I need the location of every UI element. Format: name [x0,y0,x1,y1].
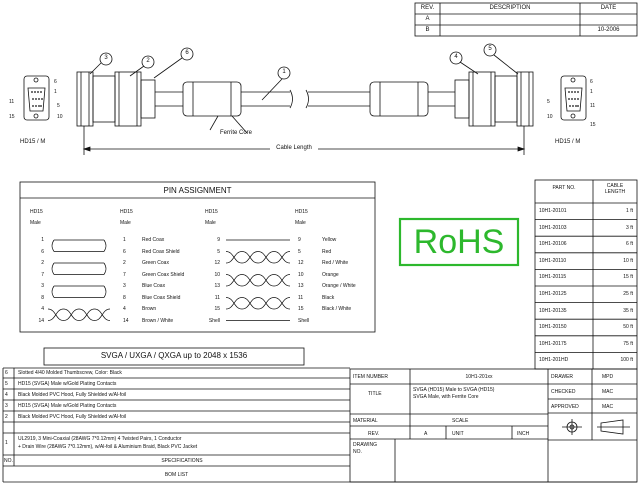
checked-label: CHECKED [551,389,576,395]
projection-symbol [562,419,630,435]
cable-length-cell: 50 ft [623,324,633,331]
scale-label: SCALE [452,418,469,424]
right-pin-11: 11 [590,103,596,109]
pin-number-a: 9 [217,237,220,243]
pin-number-b: 10 [298,271,304,278]
pin-number-b: 1 [123,237,126,243]
pin-number-b: 11 [298,294,304,301]
date-header: DATE [600,5,617,11]
pin-signal: Red Coax [142,237,165,243]
part-number-cell: 10H1-20115 [539,274,567,281]
balloon-2-label: 2 [146,58,150,64]
resolution-note: SVGA / UXGA / QXGA up to 2048 x 1536 [100,351,248,360]
pin-number-b: 8 [123,294,126,301]
left-pin-6: 6 [54,79,57,85]
bom-no-label: NO. [4,458,13,464]
pin-number-a: 6 [41,248,44,255]
part-number-cell: 10H1-20110 [539,257,567,264]
pin-col-subheading: Male [30,220,41,226]
right-ferrite-core [370,82,428,116]
coax-pair-red [104,240,106,252]
pin-number-b: 15 [298,306,304,312]
pin-assignment-title: PIN ASSIGNMENT [163,186,232,195]
pin-number-b: 3 [123,283,126,289]
cable-length-header: CABLE LENGTH [604,183,626,195]
pin-number-a: 15 [214,306,220,312]
pin-number-a: 14 [38,317,44,324]
rev-b-date: 10-2006 [597,27,620,33]
bom-item-number: 3 [5,403,8,409]
pin-signal: Brown / White [142,317,174,324]
cable-length-cell: 6 ft [626,241,633,248]
approved-value: MAC [602,404,614,410]
pin-number-a: Shell [208,317,220,324]
bom-item-spec: UL2919, 3 Mini-Coaxial (28AWG 7*0.12mm) 4 Twisted Pairs, 1 Conductor [18,436,182,442]
pin-number-a: 10 [214,271,220,278]
twisted-pair-red [226,252,290,264]
right-pin-1: 1 [590,89,593,95]
balloon-4-label: 4 [454,54,458,60]
part-number-cell: 10H1-20125 [539,291,567,297]
cable-length-cell: 35 ft [623,307,633,314]
bom-item-number: 2 [5,414,8,420]
twisted-pair-orange [226,275,290,287]
pin-signal: Red [322,248,332,255]
pin-number-b: 5 [298,248,301,255]
coax-pair-green [104,263,106,275]
part-number-cell: 10H1-201HD [539,357,569,364]
left-pin-5: 5 [57,103,60,109]
cable-length-cell: 1 ft [626,208,633,214]
pin-number-a: 3 [41,283,44,289]
cable-body [241,90,370,108]
coax-pair-blue [52,286,54,298]
pin-number-a: 1 [41,237,44,243]
cable-length-cell: 15 ft [623,274,633,281]
twisted-pair-brown [48,309,110,321]
title-label: TITLE [368,391,382,397]
rev-label: REV. [368,431,380,437]
cable-length-cell: 75 ft [623,340,633,347]
left-pin-15: 15 [9,114,15,120]
pin-number-a: 4 [41,306,44,312]
pin-signal: Orange / White [322,283,356,289]
pin-number-b: 2 [123,260,126,266]
right-connector-label: HD15 / M [555,139,581,145]
cable-length-cell: 10 ft [623,257,633,264]
pin-number-b: 9 [298,237,301,243]
pin-signal: Green Coax Shield [142,271,185,278]
material-label: MATERIAL [353,418,378,424]
left-connector-front-view [24,76,49,120]
drawing-no-label-1: DRAWING [353,442,377,448]
ferrite-core-label: Ferrite Core [220,130,253,136]
pin-number-b: 7 [123,271,126,278]
pin-col-subheading: Male [205,220,216,226]
part-no-header: PART NO. [552,185,576,191]
drawer-value: MPD [602,374,614,380]
bom-specifications-label: SPECIFICATIONS [161,458,203,464]
twisted-pair-black [226,298,290,310]
title-block-grid [350,369,637,482]
part-number-cell: 10H1-20135 [539,307,567,314]
cable-length-cell: 25 ft [623,291,633,297]
pin-signal: Blue Coax [142,283,166,289]
left-connector-label: HD15 / M [20,139,46,145]
pin-number-b: 12 [298,260,304,266]
pin-number-b: 4 [123,306,126,312]
balloon-5-label: 5 [488,46,492,52]
unit-label: UNIT [452,431,464,437]
pin-signal: Orange [322,271,339,278]
right-pin-6: 6 [590,79,593,85]
bom-item-spec: HD15 (SVGA) Male w/Gold Plating Contacts [18,403,117,409]
pin-signal: Brown [142,306,157,312]
coax-pair-green [52,263,54,275]
right-pin-10: 10 [547,114,553,120]
rev-b: B [425,27,430,33]
rohs-mark: RoHS [413,223,505,261]
bom-item-spec: Slotted 4/40 Molded Thumbscrew, Color: Black [18,370,122,376]
pin-signal: Blue Coax Shield [142,294,181,301]
rev-a: A [425,16,430,22]
balloon-1-label: 1 [282,69,286,75]
pin-number-a: 7 [41,271,44,278]
left-pin-1: 1 [54,89,57,95]
pin-signal: Red / White [322,260,349,266]
approved-label: APPROVED [551,404,579,410]
drawing-no-label-2: NO. [353,449,362,455]
drawer-label: DRAWER [551,374,574,380]
rev-header: REV. [420,5,435,11]
pin-signal: Black / White [322,306,352,312]
bom-item-spec: Black Molded PVC Hood, Fully Shielded w/Al-foil [18,414,127,420]
part-number-cell: 10H1-20103 [539,224,567,231]
twisted-pair-orange [226,275,290,287]
coax-pair-blue [104,286,106,298]
item-number-label: ITEM NUMBER [353,374,388,380]
pin-signal: Red Coax Shield [142,248,180,255]
pin-signal: Black [322,294,335,301]
description-header: DESCRIPTION [489,5,531,11]
bom-item-number: 5 [5,381,8,387]
balloon-3-label: 3 [104,55,108,61]
pin-number-a: 5 [217,248,220,255]
left-pin-10: 10 [57,114,63,120]
bom-item-number: 4 [5,392,8,398]
bom-item-spec: HD15 (SVGA) Male w/Gold Plating Contacts [18,381,117,387]
pin-col-subheading: Male [295,220,306,226]
pin-number-a: 8 [41,294,44,301]
bom-item-number: 6 [5,370,8,376]
right-connector-side-view [428,72,533,126]
twisted-pair-brown [48,309,110,321]
pin-col-heading: HD15 [205,209,218,215]
balloon-6-label: 6 [185,50,189,56]
right-pin-5: 5 [547,99,550,105]
pin-col-subheading: Male [120,220,131,226]
pin-signal: Green Coax [142,260,169,266]
pin-col-heading: HD15 [120,209,133,215]
pin-number-b: 13 [298,283,304,289]
left-pin-11: 11 [9,99,15,105]
title-line-2: SVGA Male, with Ferrite Core [413,394,479,400]
pin-number-a: 13 [214,283,220,289]
pin-number-a: 11 [214,294,220,301]
title-line-1: SVGA (HD15) Male to SVGA (HD15) [413,387,495,393]
bom-list-title: BOM LIST [164,472,189,478]
pin-signal: Yellow [322,237,337,243]
pin-number-a: 12 [214,260,220,266]
pin-number-b: Shell [298,317,310,324]
part-number-cell: 10H1-20106 [539,241,567,248]
part-number-cell: 10H1-20175 [539,340,567,347]
left-ferrite-core [183,82,241,116]
bom-item-number: 1 [5,440,8,446]
part-number-cell: 10H1-20150 [539,324,567,331]
pin-col-heading: HD15 [30,209,43,215]
part-number-cell: 10H1-20101 [539,208,567,214]
right-connector-front-view [561,76,586,120]
twisted-pair-red [226,252,290,264]
item-number-value: 10H1-201xx [465,374,493,380]
cable-length-label: Cable Length [276,145,312,151]
rev-value: A [424,431,428,437]
pin-number-a: 2 [41,260,44,266]
cable-length-cell: 3 ft [626,224,633,231]
twisted-pair-black [226,298,290,310]
unit-value: INCH [517,431,530,437]
left-connector-side-view [77,72,183,126]
bom-item-spec: Black Molded PVC Hood, Fully Shielded w/Al-foil [18,392,127,398]
bom-item-spec: + Drain Wire (28AWG 7*0.12mm), w/Al-foil & Aluminium Braid, Black PVC Jacket [18,444,198,450]
pin-number-b: 14 [123,317,129,324]
right-pin-15: 15 [590,122,596,128]
coax-pair-red [52,240,54,252]
pin-number-b: 6 [123,248,126,255]
cable-length-cell: 100 ft [620,357,633,364]
pin-col-heading: HD15 [295,209,308,215]
checked-value: MAC [602,389,614,395]
